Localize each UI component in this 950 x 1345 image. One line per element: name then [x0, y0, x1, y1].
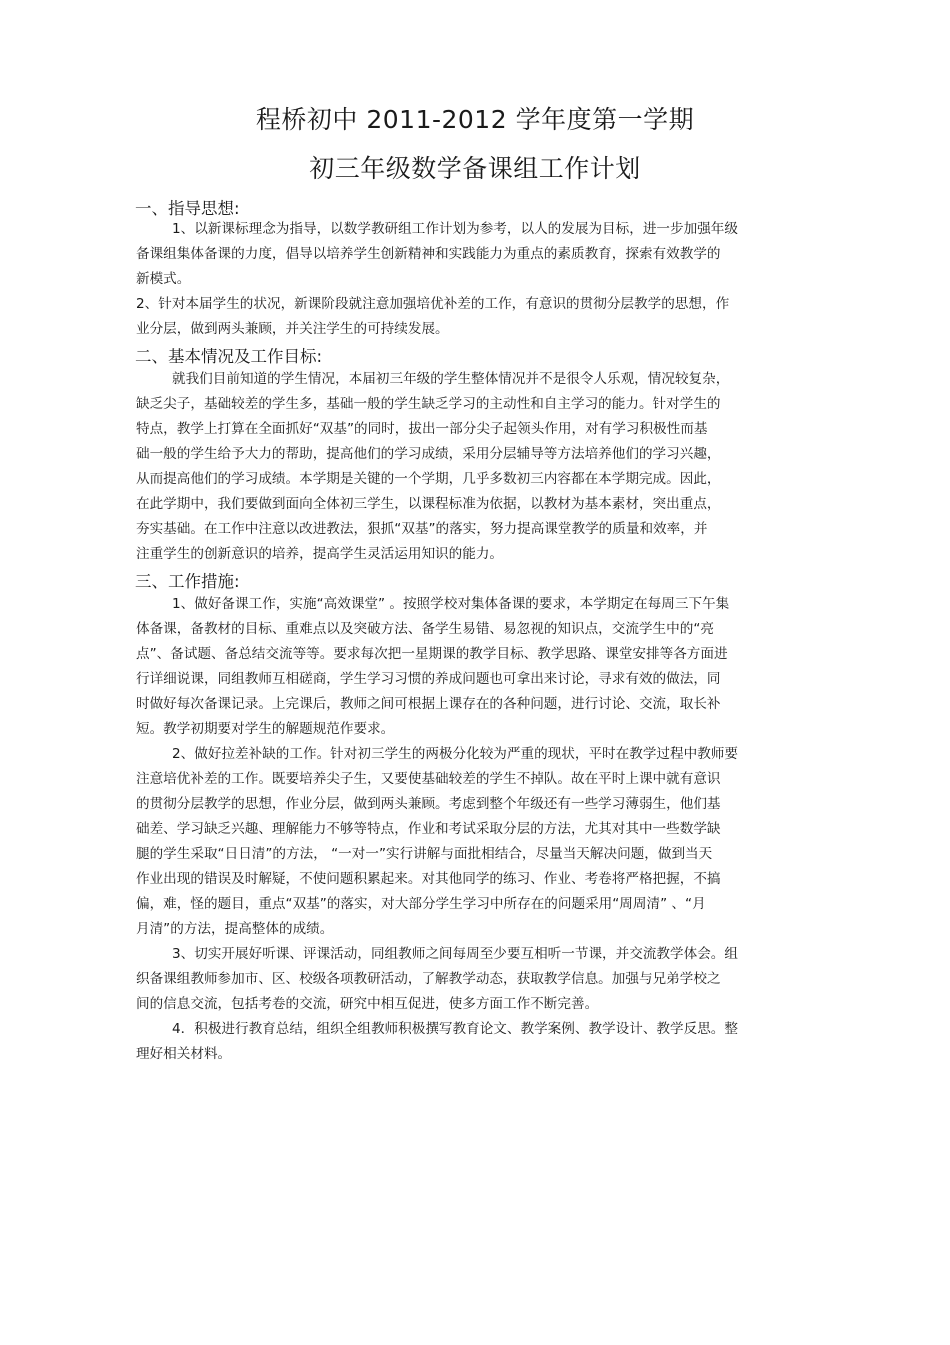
paragraph-line: 的贯彻分层教学的思想，作业分层，做到两头兼顾。考虑到整个年级还有一些学习薄弱生，他们基	[136, 796, 721, 812]
document-title: 程桥初中 2011-2012 学年度第一学期	[255, 105, 695, 134]
paragraph-line: 缺乏尖子，基础较差的学生多，基础一般的学生缺乏学习的主动性和自主学习的能力。针对学生的	[136, 396, 721, 412]
paragraph-line: 注重学生的创新意识的培养，提高学生灵活运用知识的能力。	[136, 546, 504, 562]
paragraph-line: 月清”的方法，提高整体的成绩。	[136, 921, 334, 937]
paragraph-line: 在此学期中，我们要做到面向全体初三学生，以课程标准为依据，以教材为基本素材，突出重点，	[136, 496, 721, 512]
paragraph-line: 注意培优补差的工作。既要培养尖子生，又要使基础较差的学生不掉队。故在平时上课中就有意识	[136, 771, 721, 787]
section-heading-measures: 三、工作措施:	[135, 572, 240, 591]
paragraph-line: 时做好每次备课记录。上完课后，教师之间可根据上课存在的各种问题，进行讨论、交流，取长补	[136, 696, 721, 712]
paragraph-line: 1、做好备课工作，实施“高效课堂” 。按照学校对集体备课的要求，本学期定在每周三下午集	[172, 596, 730, 612]
paragraph-line: 1、以新课标理念为指导，以数学教研组工作计划为参考，以人的发展为目标，进一步加强年级	[172, 221, 738, 237]
paragraph-line: 间的信息交流，包括考卷的交流，研究中相互促进，使多方面工作不断完善。	[136, 996, 599, 1012]
document-subtitle: 初三年级数学备课组工作计划	[309, 154, 641, 183]
paragraph-line: 短。教学初期要对学生的解题规范作要求。	[136, 721, 395, 737]
paragraph-line: 点”、备试题、备总结交流等等。要求每次把一星期课的教学目标、教学思路、课堂安排等各方面进	[136, 646, 728, 662]
paragraph-line: 新模式。	[136, 271, 191, 287]
paragraph-line: 行详细说课，同组教师互相磋商，学生学习习惯的养成问题也可拿出来讨论，寻求有效的做法，同	[136, 671, 721, 687]
paragraph-line: 特点，教学上打算在全面抓好“双基”的同时，拔出一部分尖子起领头作用，对有学习积极性而基	[136, 421, 708, 437]
paragraph-line: 作业出现的错误及时解疑，不使问题积累起来。对其他同学的练习、作业、考卷将严格把握，不搞	[136, 871, 721, 887]
paragraph-line: 业分层，做到两头兼顾，并关注学生的可持续发展。	[136, 321, 449, 337]
paragraph-line: 从而提高他们的学习成绩。本学期是关键的一个学期，几乎多数初三内容都在本学期完成。因此，	[136, 471, 721, 487]
paragraph-line: 体备课，备教材的目标、重难点以及突破方法、备学生易错、易忽视的知识点，交流学生中的“亮	[136, 621, 714, 637]
section-heading-basic-situation: 二、基本情况及工作目标:	[135, 347, 323, 366]
section-heading-guiding-ideas: 一、指导思想:	[135, 199, 240, 218]
paragraph-line: 夯实基础。在工作中注意以改进教法，狠抓“双基”的落实，努力提高课堂教学的质量和效率，并	[136, 521, 708, 537]
paragraph-line: 理好相关材料。	[136, 1046, 232, 1062]
paragraph-line: 腿的学生采取“日日清”的方法， “一对一”实行讲解与面批相结合，尽量当天解决问题，做到当天	[136, 846, 713, 862]
paragraph-line: 偏，难，怪的题目，重点“双基”的落实，对大部分学生学习中所存在的问题采用“周周清” 、“月	[136, 896, 706, 912]
paragraph-line: 3、切实开展好听课、评课活动，同组教师之间每周至少要互相听一节课，并交流教学体会。组	[172, 946, 738, 962]
paragraph-line: 2、做好拉差补缺的工作。针对初三学生的两极分化较为严重的现状，平时在教学过程中教师要	[172, 746, 738, 762]
paragraph-line: 础差、学习缺乏兴趣、理解能力不够等特点，作业和考试采取分层的方法，尤其对其中一些数学缺	[136, 821, 721, 837]
paragraph-line: 4．积极进行教育总结，组织全组教师积极撰写教育论文、教学案例、教学设计、教学反思。整	[172, 1021, 738, 1037]
paragraph-line: 备课组集体备课的力度，倡导以培养学生创新精神和实践能力为重点的素质教育，探索有效教学的	[136, 246, 721, 262]
paragraph-line: 2、针对本届学生的状况，新课阶段就注意加强培优补差的工作，有意识的贯彻分层教学的思想，作	[136, 296, 730, 312]
paragraph-line: 础一般的学生给予大力的帮助，提高他们的学习成绩，采用分层辅导等方法培养他们的学习兴趣，	[136, 446, 721, 462]
paragraph-line: 织备课组教师参加市、区、校级各项教研活动，了解教学动态，获取教学信息。加强与兄弟学校之	[136, 971, 721, 987]
paragraph-line: 就我们目前知道的学生情况，本届初三年级的学生整体情况并不是很令人乐观，情况较复杂，	[172, 371, 730, 387]
